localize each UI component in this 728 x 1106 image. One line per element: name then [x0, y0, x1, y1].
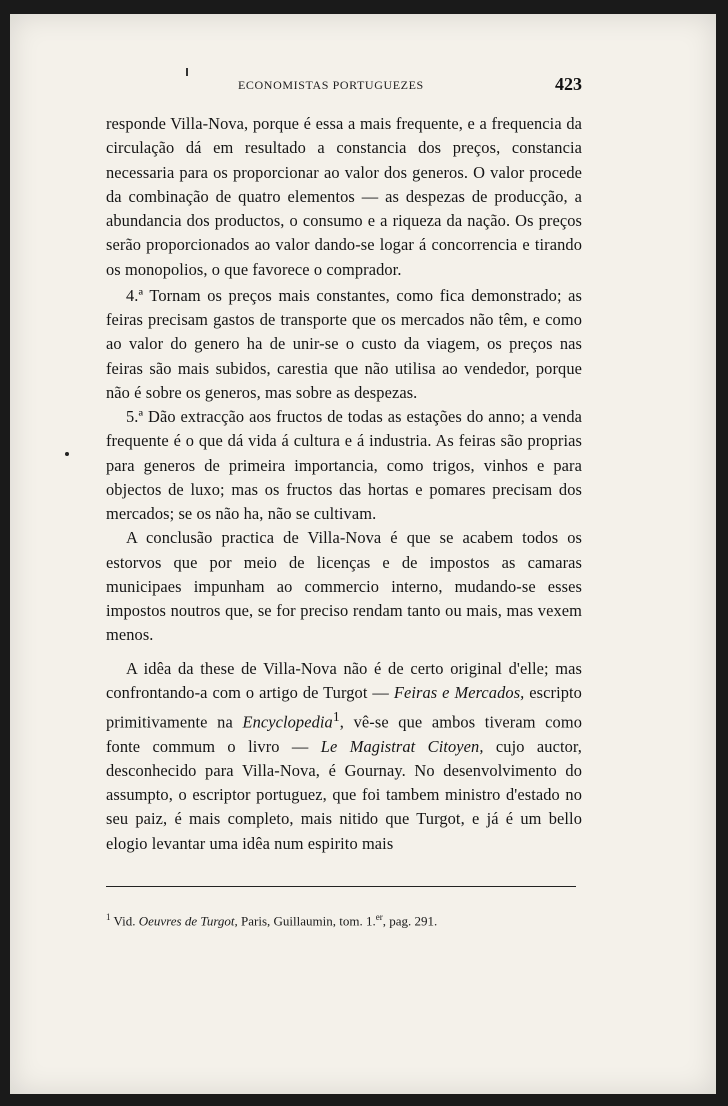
paragraph-text: A idêa da these de Villa-Nova não é de certo original d'elle; mas confrontando-a com o artigo de Turgot — [106, 658, 582, 702]
footnote-marker: 1 [106, 912, 111, 922]
paragraph-text: escripto primitivamente na [106, 682, 582, 732]
footnote-superscript: er [375, 912, 383, 922]
book-title: Le Magistrat Citoyen, [320, 736, 484, 756]
paragraph: responde Villa-Nova, porque é essa a mais frequente, e a frequencia da circulação dá em resultado a constancia dos preços, constancia necessaria para os proporcionar ao valor dos generos. O valor procede da combinação de quatro elementos — as despezas de producção, a abundancia dos productos, o consumo e a riqueza da nação. Os preços serão proporcionados ao valor dando-se logar á concorrencia e tirando os monopolios, o que favorece o comprador. [106, 114, 582, 279]
margin-dot [65, 452, 69, 456]
footnote-ref: 1 [332, 709, 340, 724]
page-number: 423 [555, 74, 582, 94]
footnote-title: Oeuvres de Turgot, [138, 913, 238, 929]
paragraph: 4.ª Tornam os preços mais constantes, como fica demonstrado; as feiras precisam gastos de transporte que os mercados não têm, e como ao valor do genero ha de unir-se o custo da viagem, os preços nas feiras são mais subidos, carestia que não utilisa ao vendedor, porque não é sobre os generos, mas sobre as despezas. [106, 285, 582, 402]
page-header [108, 74, 584, 98]
paragraph-text: cujo auctor, desconhecido para Villa-Nova, é Gournay. No desenvolvimento do assumpto, o escriptor portuguez, que foi tambem ministro d'estado no seu paiz, é mais completo, mais nitido que Turgot, e já é um bello elogio levantar uma idêa num espirito mais [106, 736, 582, 853]
article-title: Feiras e Mercados, [393, 682, 525, 702]
paragraph: A conclusão practica de Villa-Nova é que se acabem todos os estorvos que por meio de licenças e de impostos as camaras municipaes impunham ao commercio interno, mudando-se esses impostos noutros que, se for preciso rendam tanto ou mais, mas vexem menos. [106, 528, 582, 645]
footnote-text: Paris, Guillaumin, tom. 1. [237, 913, 376, 929]
work-title: Encyclopedia [242, 712, 333, 732]
paragraph-text: , vê-se que ambos tiveram como fonte commum o livro — [106, 712, 582, 756]
footnote-text: Vid. [110, 913, 139, 929]
paragraph: 5.ª Dão extracção aos fructos de todas as estações do anno; a venda frequente é o que dá vida á cultura e á industria. As feiras são proprias para generos de primeira importancia, como trigos, vinhos e para objectos de luxo; mas os fructos das hortas e pomares precisam dos mercados; se os não ha, não se cultivam. [106, 407, 582, 523]
paragraph [106, 657, 582, 856]
footnote-rule [106, 886, 576, 887]
footnote [106, 912, 582, 929]
running-head: ECONOMISTAS PORTUGUEZES [238, 78, 424, 92]
body-text [106, 112, 582, 856]
footnote-text: , pag. 291. [382, 913, 438, 929]
